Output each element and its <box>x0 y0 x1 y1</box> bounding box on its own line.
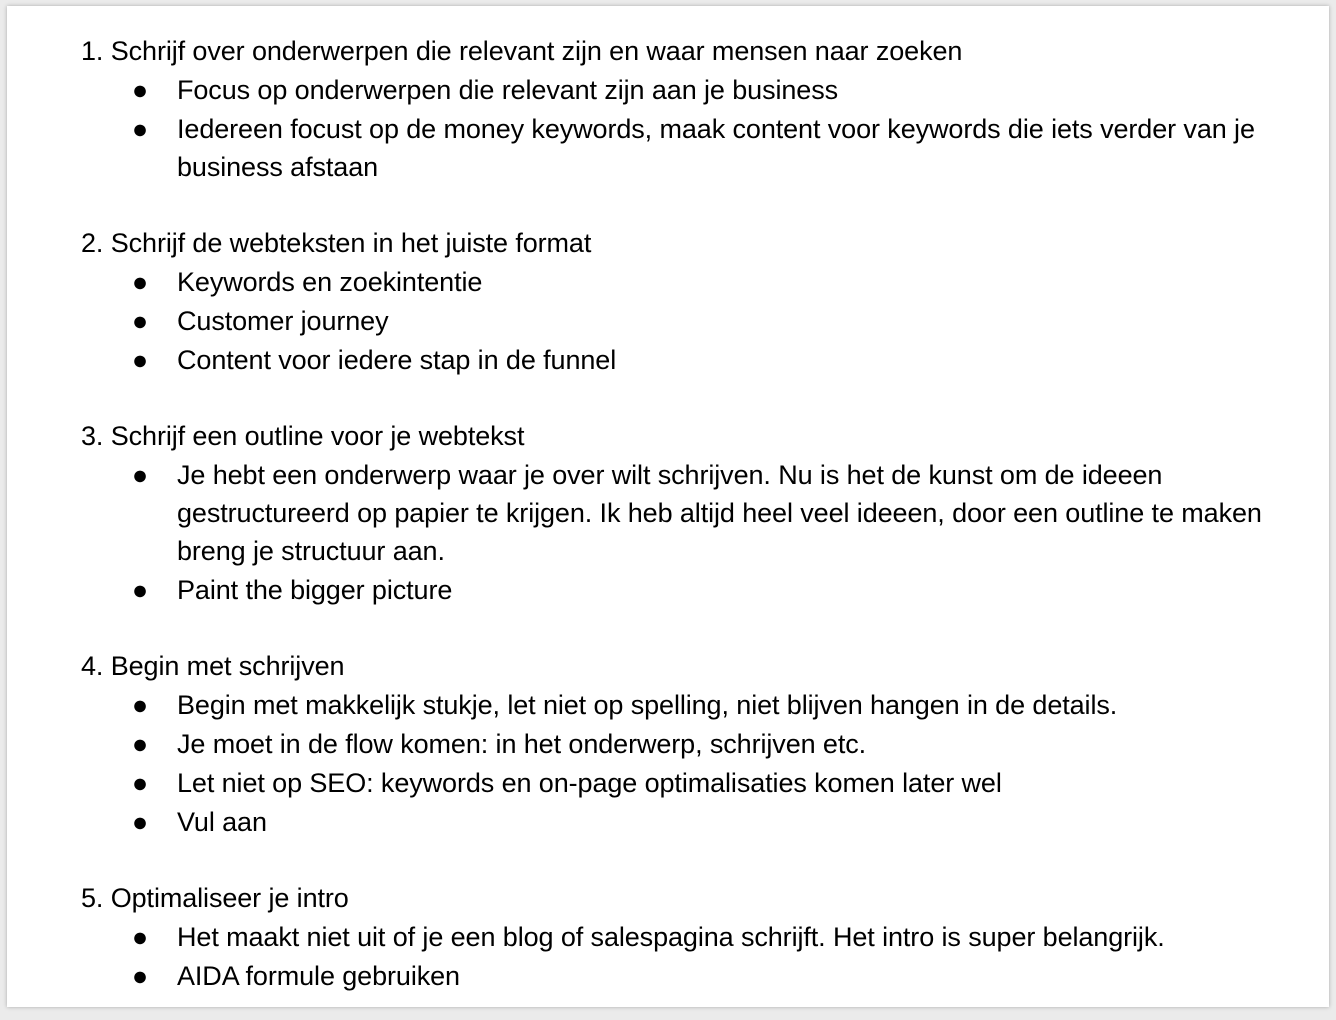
section-title: 2. Schrijf de webteksten in het juiste format <box>81 228 592 258</box>
bullet-text: AIDA formule gebruiken <box>177 961 460 991</box>
bullet-list <box>81 71 1291 186</box>
bullet-icon: ● <box>131 460 149 490</box>
bullet-text: Customer journey <box>177 306 389 336</box>
bullet-list <box>81 456 1291 609</box>
list-item <box>81 302 1291 340</box>
section-1 <box>81 32 1291 186</box>
section-2 <box>81 224 1291 379</box>
section-title: 5. Optimaliseer je intro <box>81 883 349 913</box>
bullet-icon: ● <box>131 75 149 105</box>
list-item <box>81 686 1291 724</box>
bullet-icon: ● <box>131 306 149 336</box>
bullet-icon: ● <box>131 690 149 720</box>
bullet-text: Vul aan <box>177 807 267 837</box>
list-item <box>81 71 1291 109</box>
bullet-text: Je moet in de flow komen: in het onderwerp, schrijven etc. <box>177 729 867 759</box>
bullet-list <box>81 686 1291 841</box>
bullet-text: Je hebt een onderwerp waar je over wilt schrijven. Nu is het de kunst om de ideeen gestructureerd op papier te krijgen. Ik heb altijd heel veel ideeen, door een outline te maken breng je structuur aan. <box>177 460 1262 566</box>
section-title: 3. Schrijf een outline voor je webtekst <box>81 421 525 451</box>
bullet-text: Content voor iedere stap in de funnel <box>177 345 617 375</box>
list-item <box>81 957 1291 995</box>
section-title: 4. Begin met schrijven <box>81 651 345 681</box>
bullet-text: Iedereen focust op de money keywords, maak content voor keywords die iets verder van je business afstaan <box>177 114 1255 182</box>
list-item <box>81 341 1291 379</box>
bullet-text: Het maakt niet uit of je een blog of salespagina schrijft. Het intro is super belangrijk. <box>177 922 1165 952</box>
bullet-icon: ● <box>131 267 149 297</box>
bullet-icon: ● <box>131 961 149 991</box>
list-item <box>81 571 1291 609</box>
list-item <box>81 725 1291 763</box>
list-item <box>81 764 1291 802</box>
bullet-icon: ● <box>131 114 149 144</box>
document-body <box>81 32 1291 1007</box>
list-item <box>81 110 1291 186</box>
bullet-text: Paint the bigger picture <box>177 575 453 605</box>
bullet-text: Let niet op SEO: keywords en on-page optimalisaties komen later wel <box>177 768 1002 798</box>
document-page <box>7 6 1329 1007</box>
bullet-icon: ● <box>131 729 149 759</box>
bullet-icon: ● <box>131 768 149 798</box>
section-3 <box>81 417 1291 609</box>
bullet-text: Begin met makkelijk stukje, let niet op spelling, niet blijven hangen in de details. <box>177 690 1118 720</box>
bullet-icon: ● <box>131 345 149 375</box>
list-item <box>81 803 1291 841</box>
list-item <box>81 263 1291 301</box>
bullet-icon: ● <box>131 575 149 605</box>
section-4 <box>81 647 1291 841</box>
list-item <box>81 456 1291 570</box>
bullet-list <box>81 918 1291 995</box>
bullet-text: Keywords en zoekintentie <box>177 267 483 297</box>
bullet-text: Focus op onderwerpen die relevant zijn aan je business <box>177 75 839 105</box>
section-title: 1. Schrijf over onderwerpen die relevant zijn en waar mensen naar zoeken <box>81 36 963 66</box>
bullet-icon: ● <box>131 922 149 952</box>
list-item <box>81 918 1291 956</box>
section-5 <box>81 879 1291 995</box>
bullet-list <box>81 263 1291 379</box>
bullet-icon: ● <box>131 807 149 837</box>
